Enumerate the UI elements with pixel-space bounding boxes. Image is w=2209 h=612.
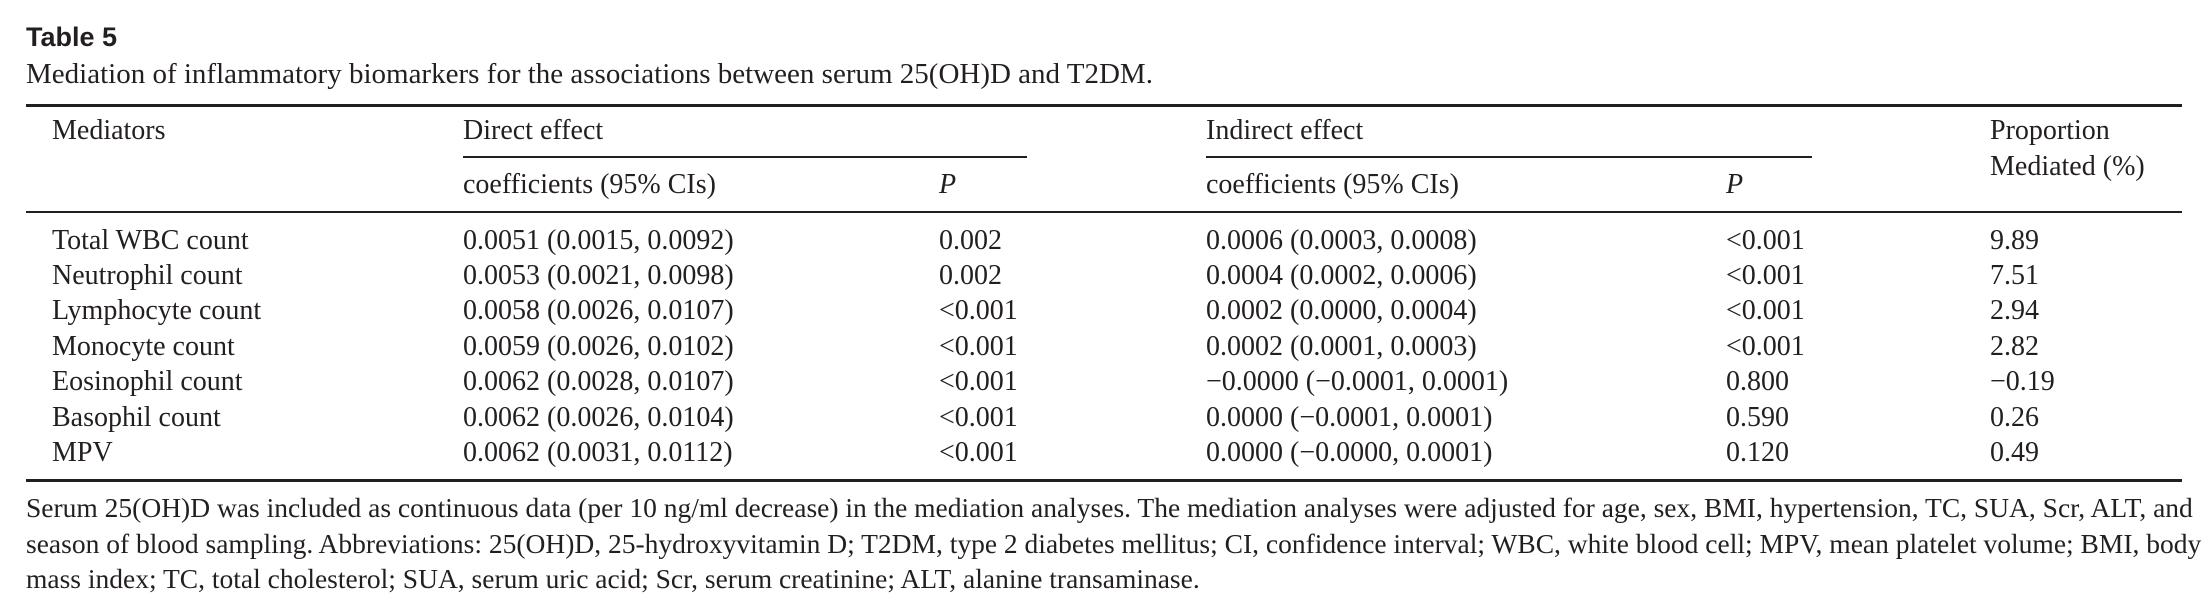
header-direct-effect: Direct effect: [463, 115, 604, 146]
table-row-proportion: 2.82: [1990, 331, 2039, 362]
table-row-direct-coef: 0.0059 (0.0026, 0.0102): [463, 331, 734, 362]
table-row-indirect-coef: 0.0002 (0.0001, 0.0003): [1206, 331, 1477, 362]
table-row-indirect-coef: 0.0002 (0.0000, 0.0004): [1206, 295, 1477, 326]
table-row-indirect-coef: −0.0000 (−0.0001, 0.0001): [1206, 366, 1509, 397]
table-row-direct-p: <0.001: [939, 437, 1018, 468]
table-row-mediator: Lymphocyte count: [52, 295, 262, 326]
table-row-indirect-p: <0.001: [1726, 295, 1805, 326]
table-row-indirect-p: <0.001: [1726, 225, 1805, 256]
table-bottom-rule: [26, 479, 2182, 482]
table-row-mediator: Total WBC count: [52, 225, 249, 256]
table-header-rule: [26, 211, 2182, 213]
table-row-proportion: −0.19: [1990, 366, 2055, 397]
table-row-direct-p: <0.001: [939, 295, 1018, 326]
table-row-indirect-p: 0.120: [1726, 437, 1789, 468]
table-row-direct-coef: 0.0053 (0.0021, 0.0098): [463, 260, 734, 291]
table-row-direct-coef: 0.0051 (0.0015, 0.0092): [463, 225, 734, 256]
table-caption: Mediation of inflammatory biomarkers for the associations between serum 25(OH)D and T2DM.: [26, 58, 1153, 90]
table-row-indirect-p: <0.001: [1726, 331, 1805, 362]
header-proportion-line2: Mediated (%): [1990, 151, 2145, 182]
table-row-indirect-coef: 0.0004 (0.0002, 0.0006): [1206, 260, 1477, 291]
header-indirect-effect: Indirect effect: [1206, 115, 1364, 146]
indirect-effect-span-rule: [1206, 156, 1812, 158]
table-row-proportion: 9.89: [1990, 225, 2039, 256]
table-row-mediator: Neutrophil count: [52, 260, 243, 291]
table-row-indirect-p: 0.590: [1726, 402, 1789, 433]
table-row-direct-p: 0.002: [939, 260, 1002, 291]
table-row-direct-coef: 0.0062 (0.0026, 0.0104): [463, 402, 734, 433]
direct-effect-span-rule: [463, 156, 1027, 158]
header-indirect-coefficients: coefficients (95% CIs): [1206, 169, 1459, 200]
table-row-direct-coef: 0.0058 (0.0026, 0.0107): [463, 295, 734, 326]
table-row-indirect-p: <0.001: [1726, 260, 1805, 291]
table-row-direct-p: <0.001: [939, 402, 1018, 433]
header-direct-p: P: [939, 169, 957, 200]
table-row-proportion: 0.49: [1990, 437, 2039, 468]
table-row-mediator: Monocyte count: [52, 331, 235, 362]
table-row-proportion: 2.94: [1990, 295, 2039, 326]
header-indirect-p: P: [1726, 169, 1744, 200]
table-row-indirect-coef: 0.0006 (0.0003, 0.0008): [1206, 225, 1477, 256]
table-row-indirect-coef: 0.0000 (−0.0001, 0.0001): [1206, 402, 1493, 433]
table-row-indirect-p: 0.800: [1726, 366, 1789, 397]
table-row-direct-p: <0.001: [939, 331, 1018, 362]
table-row-mediator: Basophil count: [52, 402, 221, 433]
table-row-direct-coef: 0.0062 (0.0031, 0.0112): [463, 437, 733, 468]
table-row-direct-p: <0.001: [939, 366, 1018, 397]
table-row-indirect-coef: 0.0000 (−0.0000, 0.0001): [1206, 437, 1493, 468]
header-mediators: Mediators: [52, 115, 166, 146]
table-row-proportion: 0.26: [1990, 402, 2039, 433]
table-top-rule: [26, 104, 2182, 107]
table-row-direct-p: 0.002: [939, 225, 1002, 256]
table-row-direct-coef: 0.0062 (0.0028, 0.0107): [463, 366, 734, 397]
header-direct-coefficients: coefficients (95% CIs): [463, 169, 716, 200]
header-proportion-line1: Proportion: [1990, 115, 2110, 146]
table-row-mediator: Eosinophil count: [52, 366, 243, 397]
table-row-proportion: 7.51: [1990, 260, 2039, 291]
table-label: Table 5: [26, 22, 118, 52]
table-footnote: Serum 25(OH)D was included as continuous data (per 10 ng/ml decrease) in the mediation analyses. The mediation analyses were adjusted for age, sex, BMI, hypertension, TC, SUA, Scr, ALT, and season of blood sampling. Abbreviations: 25(OH)D, 25-hydroxyvitamin D; T2DM, type 2 diabetes mellitus; CI, confidence interval; WBC, white blood cell; MPV, mean platelet volume; BMI, body mass index; TC, total cholesterol; SUA, serum uric acid; Scr, serum creatinine; ALT, alanine transaminase.: [26, 492, 2202, 594]
table-row-mediator: MPV: [52, 437, 113, 468]
